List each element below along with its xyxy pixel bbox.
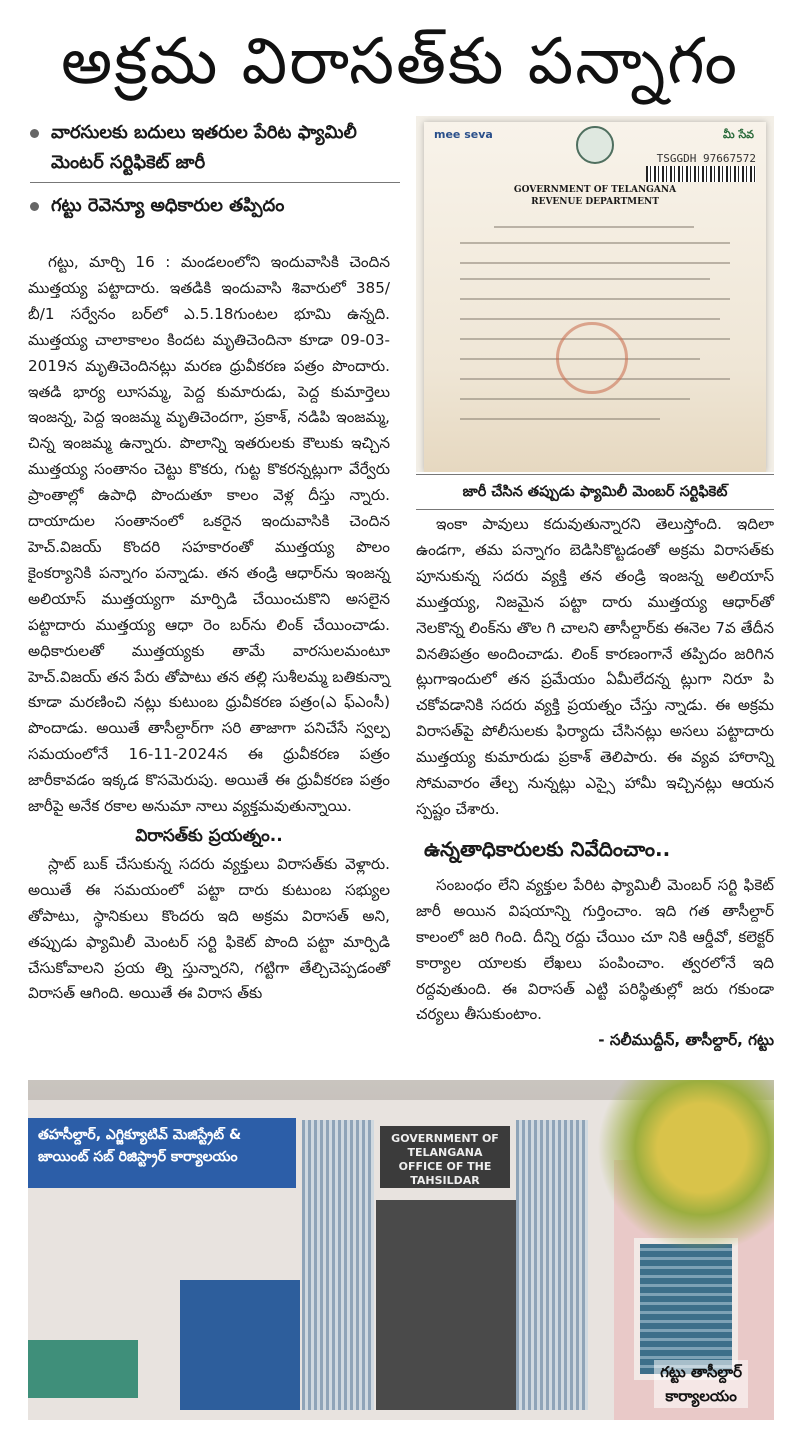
article-paragraph: స్లాట్ బుక్ చేసుకున్న సదరు వ్యక్తులు విరాసత్‌కు వెళ్లారు. అయితే ఈ సమయంలో పట్టా దారు కుటుంబ సభ్యుల తోపాటు, స్థానికులు కొందరు ఇది అక్రమ విరాసత్ అని, తప్పుడు ఫ్యామిలీ మెంటర్ సర్టి ఫికెట్ పొంది పట్టా మార్పిడి చేసుకోవాలని ప్రయ త్ని స్తున్నారని, గట్టిగా తేల్చిచెప్పడంతో విరాసత్ ఆగింది. అయితే ఈ విరాస త్‌కు [28, 854, 390, 1003]
photo-caption-line: గట్టు తాసీల్దార్ [660, 1363, 742, 1381]
meeseva-telugu-logo: మీ సేవ [722, 128, 754, 141]
certificate-text-line [460, 418, 660, 420]
tree-foliage [594, 1080, 774, 1250]
tahsildar-office-photo [28, 1080, 774, 1420]
tahsildar-board [380, 1126, 510, 1188]
highlight-text: గట్టు రెవెన్యూ అధికారుల తప్పిదం [51, 195, 285, 216]
certificate-header [424, 184, 766, 208]
barcode-icon [646, 166, 756, 182]
article-right-column [416, 512, 774, 1054]
certificate-text-line [460, 398, 690, 400]
state-emblem-icon [576, 126, 614, 164]
grill-pillar [302, 1120, 374, 1410]
tahsildar-board-title: OFFICE OF THE TAHSILDAR [398, 1160, 492, 1187]
office-door [376, 1200, 516, 1410]
certificate-gov-line: GOVERNMENT OF TELANGANA [513, 185, 677, 195]
highlight-item [30, 191, 400, 225]
seal-icon [556, 322, 628, 394]
photo-caption-line: కార్యాలయం [665, 1387, 737, 1405]
highlight-text: వారసులకు బదులు ఇతరుల పేరిట ఫ్యామిలీ మెంటర్ సర్టిఫికెట్ జారీ [51, 122, 357, 173]
certificate-code: TSGGDH 97667572 [656, 152, 756, 165]
certificate-text-line [494, 226, 694, 228]
tahsildar-board-top: GOVERNMENT OF TELANGANA [391, 1132, 499, 1159]
photo-caption [654, 1360, 748, 1408]
certificate-photo [416, 116, 774, 472]
certificate-text-line [460, 242, 730, 244]
bullet-icon [30, 202, 39, 211]
office-sign-board: తహసీల్దార్, ఎగ్జిక్యూటివ్ మెజిస్ట్రేట్ & జాయింట్ సబ్ రిజిస్ట్రార్ కార్యాలయం [28, 1118, 296, 1188]
certificate-paper [424, 122, 766, 472]
highlight-item [30, 118, 400, 183]
certificate-caption: జారీ చేసిన తప్పుడు ఫ్యామిలీ మెంబర్ సర్టిఫికెట్ [416, 474, 774, 510]
grill-pillar [516, 1120, 588, 1410]
article-paragraph: ఇంకా పావులు కదువుతున్నారని తెలుస్తోంది. ఇదిలా ఉండగా, తమ పన్నాగం బెడిసికొట్టడంతో అక్రమ విరాసత్‌కు పూనుకున్న సదరు వ్యక్తి తన తండ్రి ఇంజన్న అలియాస్ ముత్తయ్య, నిజమైన పట్టా దారు ముత్తయ్య ఆధార్‌తో నెలకొన్న లింక్‌ను తొల గి చాలని తాసీల్దార్‌కు ఈనెల 7వ తేదీన వినతిపత్రం అందించాడు. లింక్ కారణంగానే తప్పిదం జరిగిన ట్లుగాఇందులో తన ప్రమేయం ఏమీలేదన్న ట్లుగా నిరూ పి చకోవడానికి సదరు వ్యక్తి ప్రయత్నం చేస్తు న్నాడు. ఈ అక్రమ విరాసత్‌పై పోలీసులకు ఫిర్యాదు చేసినట్లు అసలు పట్టాదారు ముత్తయ్య కుమారుడు ప్రకాశ్ తెలిపారు. ఈ వ్యవ హారాన్ని సోమవారం తేల్చ నున్నట్లు ఎస్సై హామీ ఇచ్చినట్లు ఆయన స్పష్టం చేశారు. [416, 515, 774, 818]
subheading: ఉన్నతాధికారులకు నివేదించాం.. [424, 836, 671, 861]
article-paragraph: సంబంధం లేని వ్యక్తుల పేరిట ఫ్యామిలీ మెంబర్ సర్టి ఫికెట్ జారీ అయిన విషయాన్ని గుర్తించాం. ఇది గత తాసీల్దార్ కాలంలో జరి గింది. దీన్ని రద్దు చేయిం చూ నికి ఆర్డీవో, కలెక్టర్ కార్యాల యాలకు లేఖలు పంపించాం. త్వరలోనే ఇది రద్దవుతుంది. ఈ విరాసత్ ఎట్టి పరిస్థితుల్లో జరు గకుండా చర్యలు తీసుకుంటాం. [416, 875, 774, 1024]
certificate-text-line [460, 278, 710, 280]
article-left-column [28, 250, 390, 1007]
certificate-text-line [460, 298, 730, 300]
window [634, 1238, 738, 1380]
subheading: విరాసత్‌కు ప్రయత్నం.. [135, 825, 283, 846]
notice-board [180, 1280, 300, 1410]
article-paragraph: గట్టు, మార్చి 16 : మండలంలోని ఇందువాసికి చెందిన ముత్తయ్య పట్టాదారు. ఇతడికి ఇందువాసి శివారులో 385/బీ/1 సర్వేనం బర్‌లో ఎ.5.18గుంటల భూమి ఉన్నది. ముత్తయ్య చాలాకాలం కిందట మృతిచెందినా కూడా 09-03-2019న మృతిచెందినట్లు మరణ ధ్రువీకరణ పత్రం పొందారు. ఇతడి భార్య లూసమ్మ, పెద్ద కుమారుడు, పెద్ద కుమార్తెలు ఇంజన్న, పెద్ద ఇంజమ్మ మృతిచెందగా, ప్రకాశ్, నడిపి ఇంజమ్మ, చిన్న ఇంజమ్మ ఉన్నారు. పొలాన్ని ఇతరులకు కౌలుకు ఇచ్చిన ముత్తయ్య సంతానం చెట్టు కొకరు, గుట్ట కొకరన్నట్లుగా వేర్వేరు ప్రాంతాల్లో ఉపాధి పొందుతూ కాలం వెళ్ల దీస్తు న్నారు. దాయాదుల సంతానంలో ఒకరైన ఇందువాసికి చెందిన హెచ్.విజయ్ కొందరి సహకారంతో ముత్తయ్య పొలం కైంకర్యానికి పన్నాగం పన్నాడు. తన తండ్రి ఆధార్‌ను ఇంజన్న అలియాస్ ముత్తయ్యగా మార్పిడి చేయించుకొని అసలైన పట్టాదారు ముత్తయ్య ఆధా రెం బర్‌ను లింక్ చేయించాడు. అధికారులతో ముత్తయ్యకు తామే వారసులమంటూ హెచ్.విజయ్ తన పేరు తోపాటు తన తల్లి సుశీలమ్మ బతికున్నా కూడా మరణించి నట్లు కుటుంబ ధ్రువీకరణ పత్రం(ఎ ఫ్‌ఎంసీ) పొందాడు. అయితే తాసీల్దార్‌గా సరి తాజాగా పనిచేసే స్వల్ప సమయంలోనే 16-11-2024న ఈ ధ్రువీకరణ పత్రం జారీకావడం ఇక్కడ కొసమెరుపు. అయితే ఈ ధ్రువీకరణ పత్రం జారీపై అనేక రకాల అనుమా నాలు వ్యక్తమవుతున్నాయి. [28, 253, 390, 816]
bench [28, 1340, 138, 1398]
certificate-dept-line: REVENUE DEPARTMENT [531, 197, 659, 207]
meeseva-logo: mee seva [434, 128, 493, 141]
bullet-icon [30, 129, 39, 138]
headline: అక్రమ విరాసత్‌కు పన్నాగం [61, 25, 739, 99]
certificate-text-line [460, 262, 730, 264]
certificate-text-line [460, 318, 720, 320]
byline: - సలీముద్దీన్, తాసీల్దార్, గట్టు [598, 1031, 774, 1050]
highlights [30, 118, 400, 233]
